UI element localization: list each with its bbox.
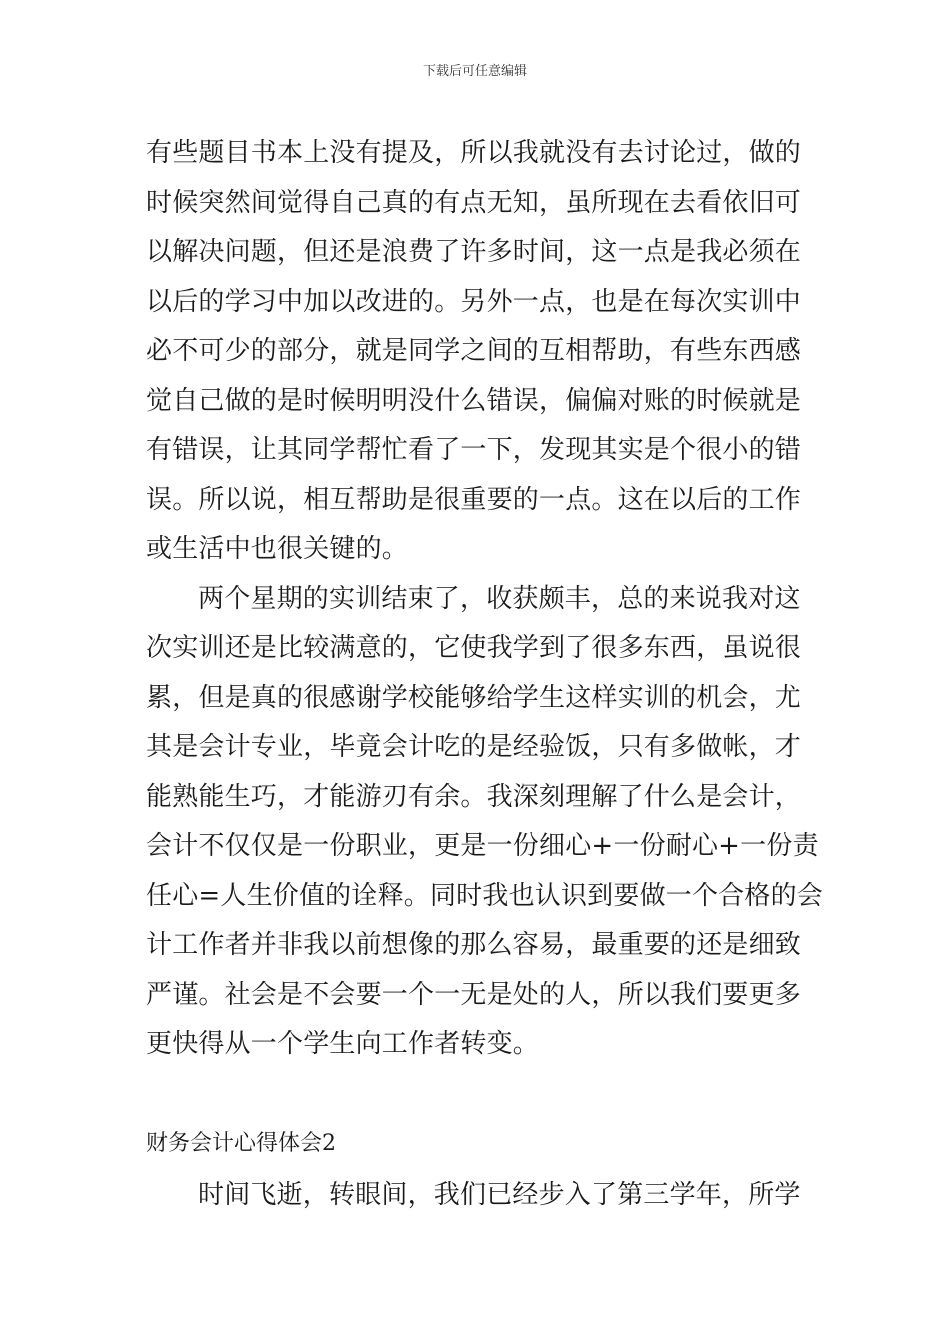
paragraph-line: 其是会计专业，毕竟会计吃的是经验饭，只有多做帐，才: [146, 732, 802, 762]
paragraph-line: 次实训还是比较满意的，它使我学到了很多东西，虽说很: [146, 633, 802, 663]
paragraph-line: 更快得从一个学生向工作者转变。: [146, 1029, 540, 1059]
paragraph-line: 会计不仅仅是一份职业，更是一份细心+一份耐心+一份责: [146, 831, 819, 861]
paragraph-line: 以后的学习中加以改进的。另外一点，也是在每次实训中: [146, 286, 802, 317]
paragraph-line: 时候突然间觉得自己真的有点无知，虽所现在去看依旧可: [146, 187, 802, 218]
paragraph-line: 有错误，让其同学帮忙看了一下，发现其实是个很小的错: [146, 435, 802, 465]
paragraph-line: 或生活中也很关键的。: [146, 534, 409, 564]
paragraph-line: 有些题目书本上没有提及，所以我就没有去讨论过，做的: [146, 138, 802, 168]
paragraph-line: 严谨。社会是不会要一个一无是处的人，所以我们要更多: [146, 979, 802, 1010]
paragraph-line: 任心=人生价值的诠释。同时我也认识到要做一个合格的会: [146, 880, 823, 911]
section-heading: 财务会计心得体会2: [146, 1131, 336, 1156]
paragraph-line: 能熟能生巧，才能游刃有余。我深刻理解了什么是会计，: [146, 781, 802, 812]
paragraph-line: 必不可少的部分，就是同学之间的互相帮助，有些东西感: [146, 336, 802, 366]
paragraph-line-indented: 两个星期的实训结束了，收获颇丰，总的来说我对这: [198, 583, 801, 614]
paragraph-line: 误。所以说，相互帮助是很重要的一点。这在以后的工作: [146, 484, 802, 515]
body-text: [146, 129, 823, 1070]
page-header: 下载后可任意编辑: [422, 64, 527, 79]
paragraph-line: 觉自己做的是时候明明没什么错误，偏偏对账的时候就是: [146, 385, 802, 416]
paragraph-line: 以解决问题，但还是浪费了许多时间，这一点是我必须在: [146, 237, 802, 267]
paragraph-line: 累，但是真的很感谢学校能够给学生这样实训的机会，尤: [146, 682, 802, 713]
paragraph-line-indented: 时间飞逝，转眼间，我们已经步入了第三学年，所学: [198, 1180, 801, 1210]
paragraph-line: 计工作者并非我以前想像的那么容易，最重要的还是细致: [146, 930, 802, 960]
body-text-continued: [146, 1171, 808, 1221]
